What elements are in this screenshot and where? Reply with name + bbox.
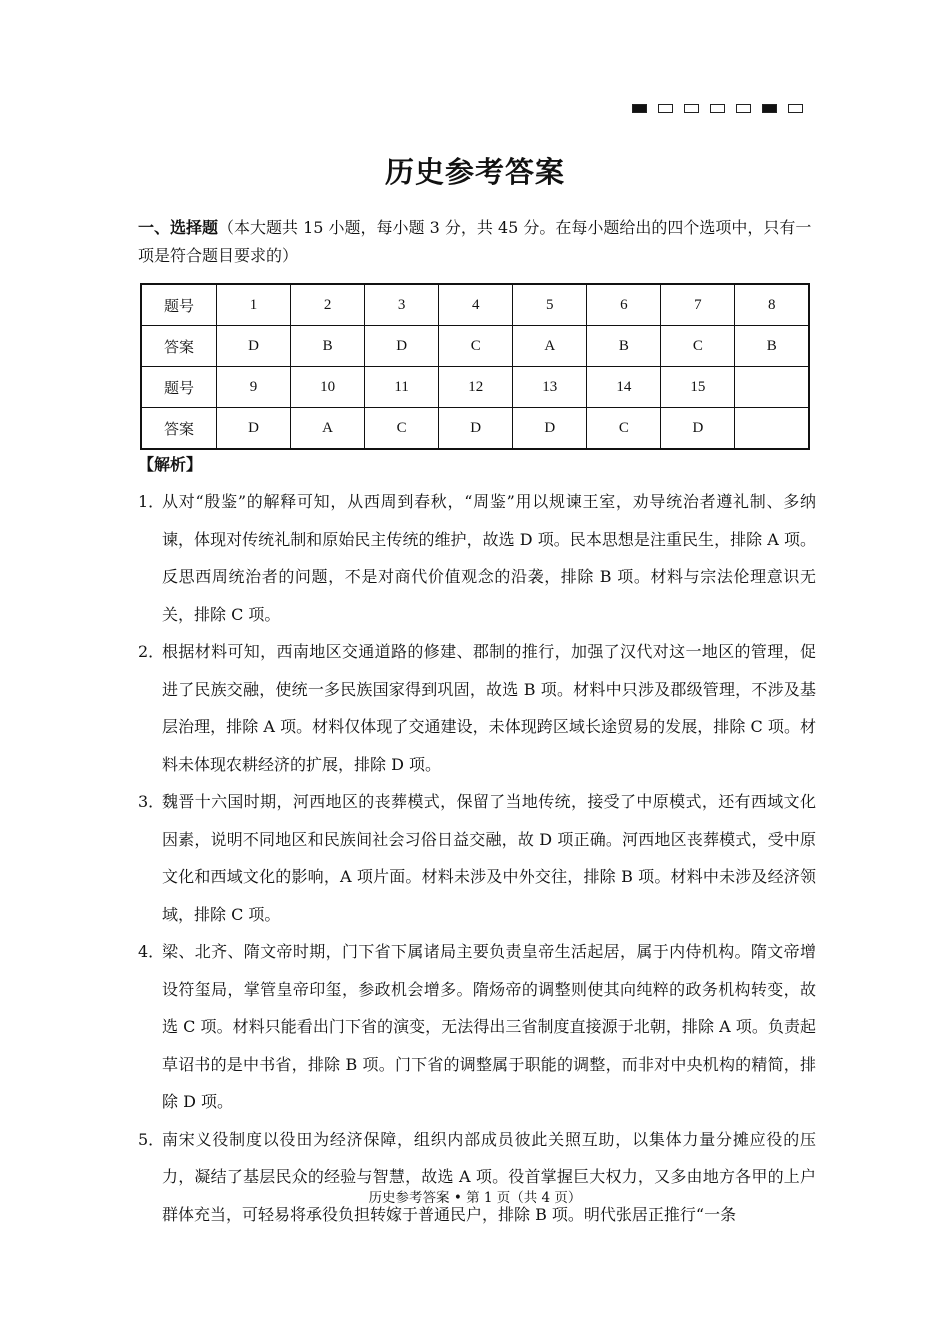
table-cell: A — [291, 408, 365, 450]
item-text: 梁、北齐、隋文帝时期，门下省下属诸局主要负责皇帝生活起居，属于内侍机构。隋文帝增设符玺局，掌管皇帝印玺，参政机会增多。隋炀帝的调整则使其向纯粹的政务机构转变，故选 C 项。材料只能看出门下省的演变，无法得出三省制度直接源于北朝，排除 A 项。负责起草诏书的是中书省，排除 B 项。门下省的调整属于职能的调整，而非对中央机构的精简，排除 D 项。 — [162, 942, 816, 1111]
table-cell: D — [439, 408, 513, 450]
item-number: 1． — [138, 492, 165, 511]
table-cell: 4 — [439, 284, 513, 326]
table-cell: 7 — [661, 284, 735, 326]
header-mark — [632, 104, 647, 113]
table-cell — [735, 408, 809, 450]
header-marks — [632, 104, 803, 113]
table-cell: B — [735, 326, 809, 367]
table-cell: 14 — [587, 367, 661, 408]
table-cell: 6 — [587, 284, 661, 326]
table-cell: C — [587, 408, 661, 450]
table-row — [141, 367, 809, 408]
page-footer: 历史参考答案 • 第 1 页（共 4 页） — [368, 1190, 582, 1206]
table-cell: 5 — [513, 284, 587, 326]
table-cell: D — [513, 408, 587, 450]
analysis-item — [138, 483, 816, 633]
header-mark — [658, 104, 673, 113]
analysis-list — [138, 483, 816, 1233]
table-cell: 3 — [365, 284, 439, 326]
item-number: 5． — [138, 1129, 165, 1149]
table-cell: 12 — [439, 367, 513, 408]
row-label: 题号 — [141, 284, 217, 326]
header-mark — [788, 104, 803, 113]
item-text: 从对“殷鉴”的解释可知，从西周到春秋，“周鉴”用以规谏王室，劝导统治者遵礼制、多纳谏，体现对传统礼制和原始民主传统的维护，故选 D 项。民本思想是注重民生，排除 A 项。反思西周统治者的问题，不是对商代价值观念的沿袭，排除 B 项。材料与宗法伦理意识无关，排除 C 项。 — [162, 492, 816, 624]
table-cell: 1 — [217, 284, 291, 326]
table-cell: D — [217, 326, 291, 367]
analysis-label: 【解析】 — [138, 455, 203, 474]
table-cell: 10 — [291, 367, 365, 408]
item-number: 4． — [138, 942, 165, 961]
table-cell: D — [217, 408, 291, 450]
table-cell: D — [365, 326, 439, 367]
table-cell: 11 — [365, 367, 439, 408]
row-label: 题号 — [141, 367, 217, 408]
section-description: （本大题共 15 小题，每小题 3 分，共 45 分。在每小题给出的四个选项中，只有一项是符合题目要求的） — [138, 218, 812, 265]
section-label: 一、选择题 — [138, 218, 219, 237]
table-cell: 15 — [661, 367, 735, 408]
table-cell: A — [513, 326, 587, 367]
analysis-item — [138, 1121, 816, 1234]
analysis-item — [138, 783, 816, 933]
table-cell: 13 — [513, 367, 587, 408]
table-cell: C — [439, 326, 513, 367]
item-text: 南宋义役制度以役田为经济保障，组织内部成员彼此关照互助，以集体力量分摊应役的压力，凝结了基层民众的经验与智慧，故选 A 项。役首掌握巨大权力，又多由地方各甲的上户群体充当，可轻易将承役负担转嫁于普通民户，排除 B 项。明代张居正推行“一条 — [162, 1129, 816, 1224]
header-mark — [684, 104, 699, 113]
table-row — [141, 408, 809, 450]
header-mark — [736, 104, 751, 113]
item-number: 2． — [138, 642, 165, 661]
row-label: 答案 — [141, 326, 217, 367]
table-cell: C — [365, 408, 439, 450]
table-cell: 8 — [735, 284, 809, 326]
item-number: 3． — [138, 792, 165, 811]
answer-table — [140, 283, 810, 450]
page-title: 历史参考答案 — [384, 155, 565, 189]
row-label: 答案 — [141, 408, 217, 450]
table-cell: B — [291, 326, 365, 367]
table-cell: D — [661, 408, 735, 450]
table-row — [141, 326, 809, 367]
table-cell: 9 — [217, 367, 291, 408]
item-text: 根据材料可知，西南地区交通道路的修建、郡制的推行，加强了汉代对这一地区的管理，促进了民族交融，使统一多民族国家得到巩固，故选 B 项。材料中只涉及郡级管理，不涉及基层治理，排除 A 项。材料仅体现了交通建设，未体现跨区域长途贸易的发展，排除 C 项。材料未体现农耕经济的扩展，排除 D 项。 — [162, 642, 816, 774]
analysis-item — [138, 633, 816, 783]
section-heading — [138, 214, 816, 270]
table-cell: B — [587, 326, 661, 367]
table-cell: 2 — [291, 284, 365, 326]
analysis-item — [138, 933, 816, 1121]
table-row — [141, 284, 809, 326]
table-cell: C — [661, 326, 735, 367]
header-mark — [710, 104, 725, 113]
table-cell — [735, 367, 809, 408]
item-text: 魏晋十六国时期，河西地区的丧葬模式，保留了当地传统，接受了中原模式，还有西域文化因素，说明不同地区和民族间社会习俗日益交融，故 D 项正确。河西地区丧葬模式，受中原文化和西域文化的影响，A 项片面。材料未涉及中外交往，排除 B 项。材料中未涉及经济领域，排除 C 项。 — [162, 792, 816, 924]
header-mark — [762, 104, 777, 113]
